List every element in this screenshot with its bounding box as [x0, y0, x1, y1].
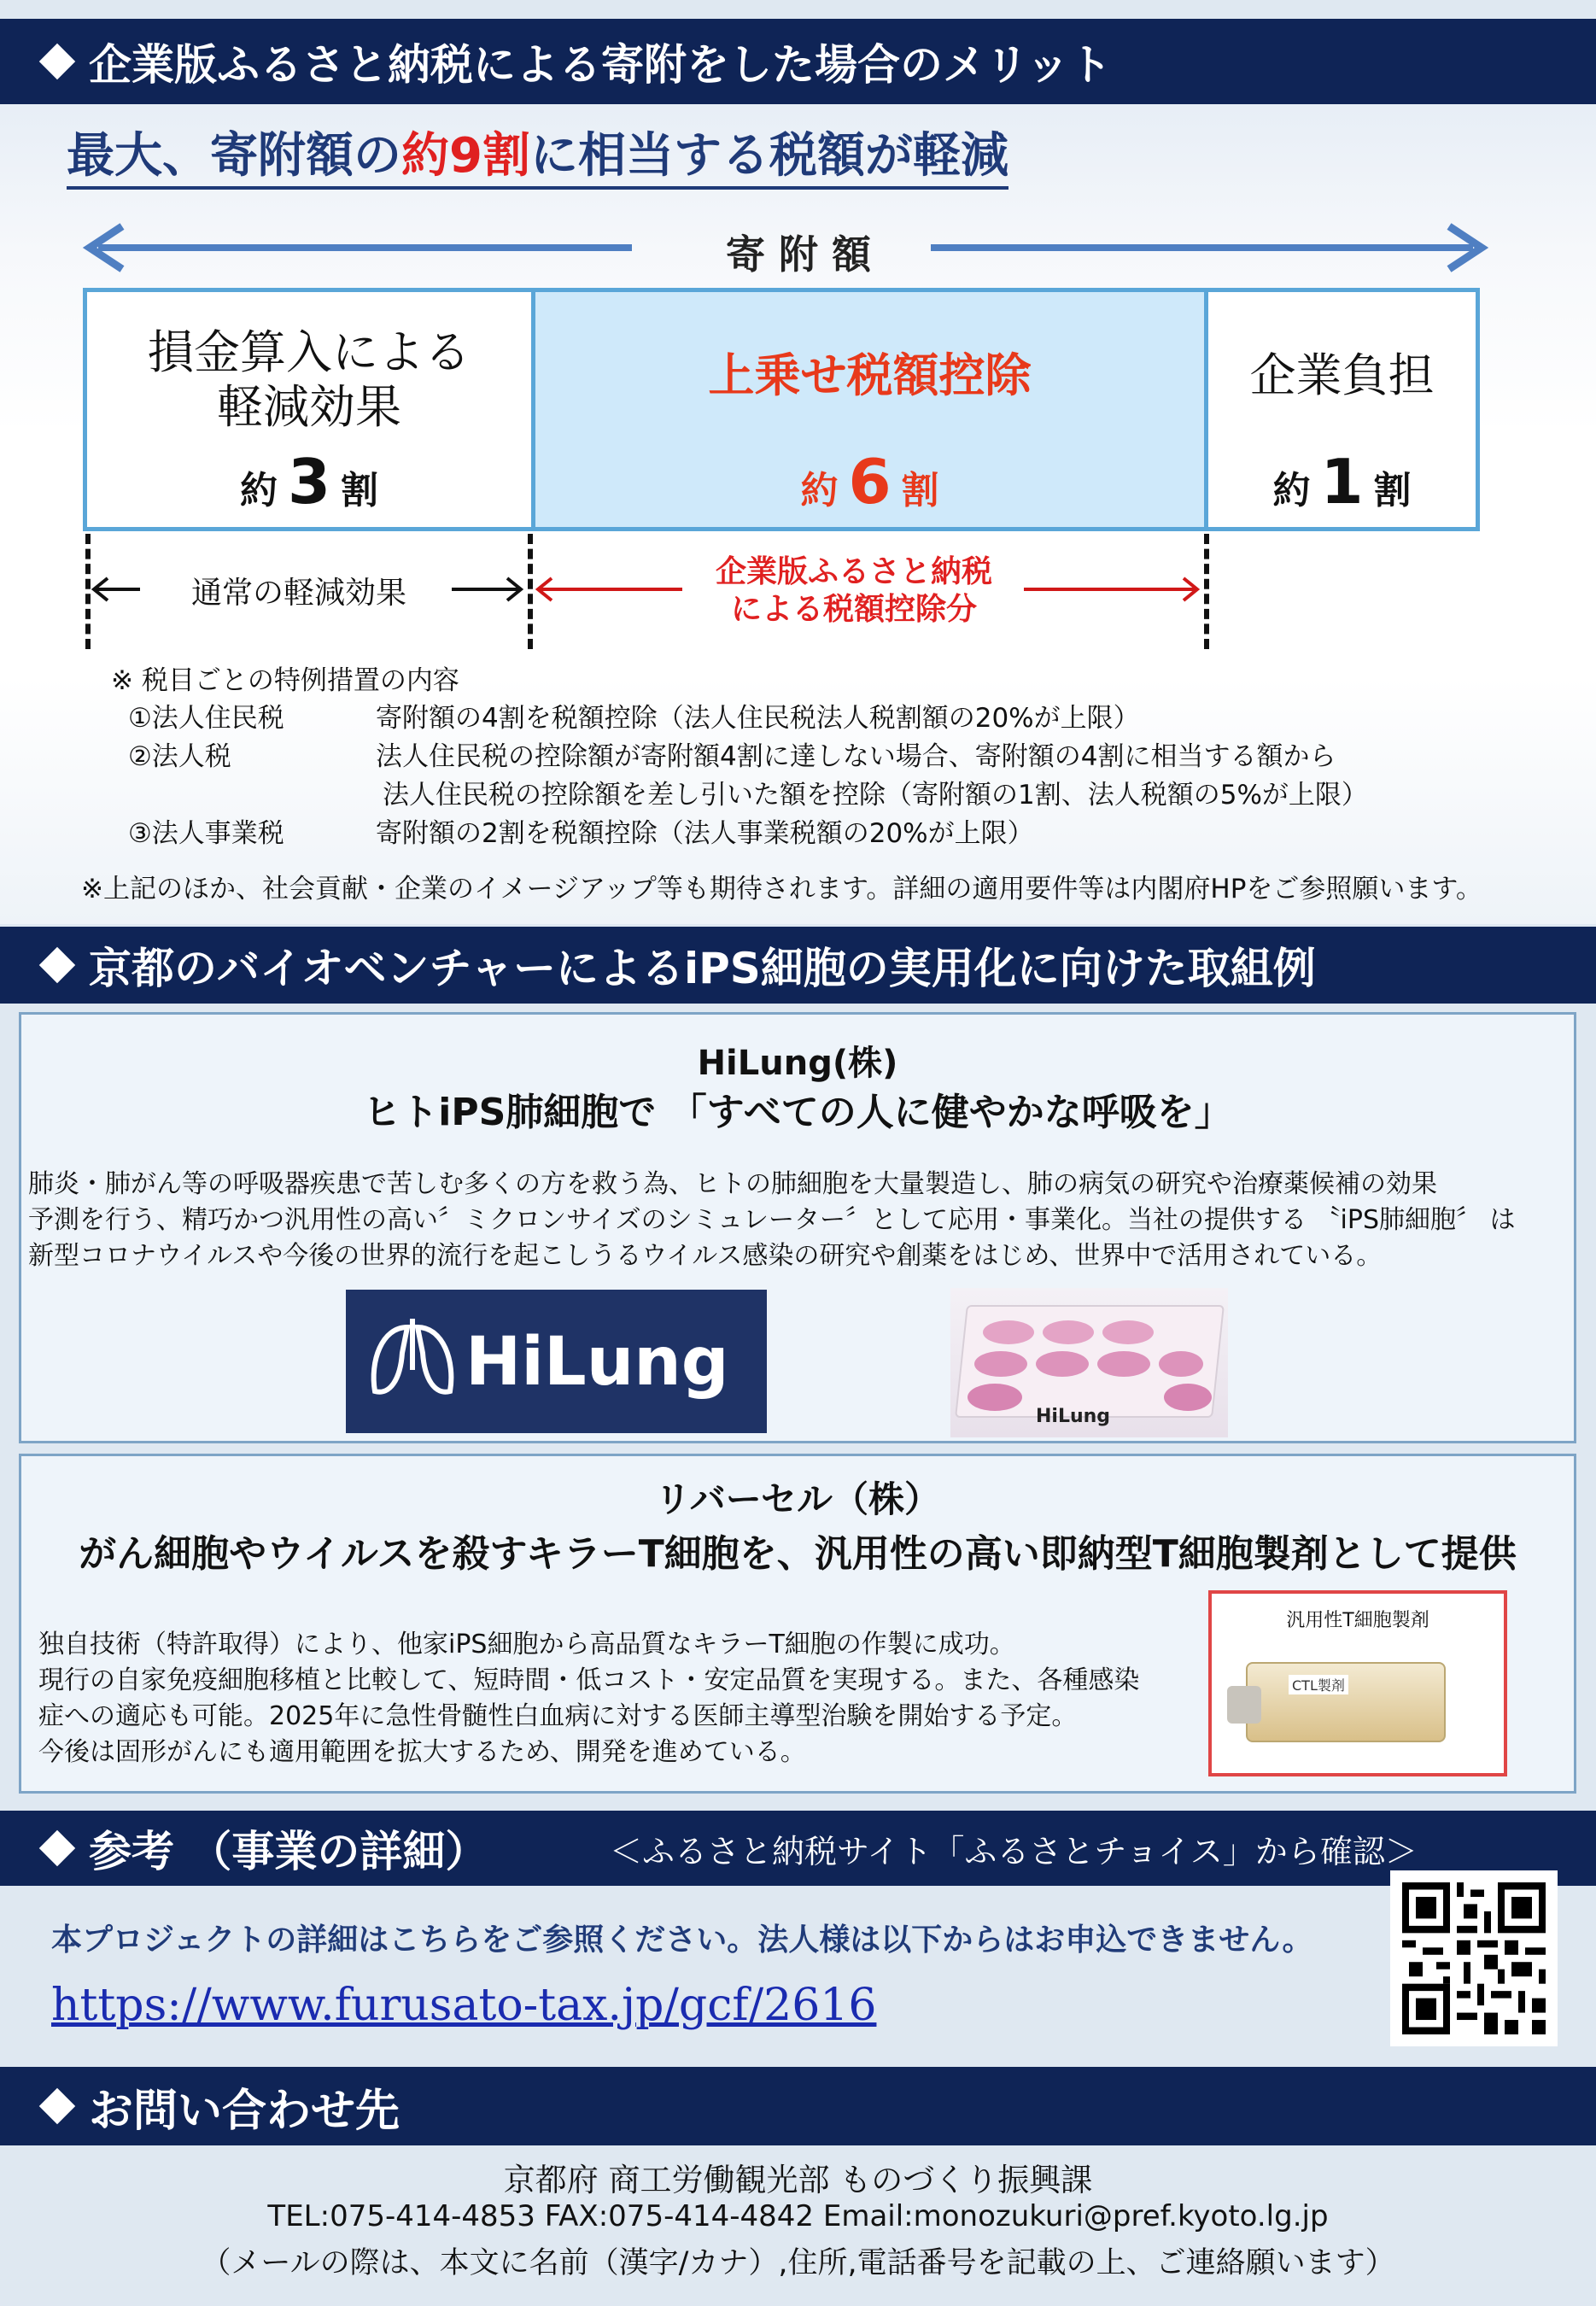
special-credit-line2: による税額控除分 — [730, 592, 977, 627]
normal-effect-label: 通常の軽減効果 — [190, 576, 406, 611]
ratio-number: 6 — [848, 446, 892, 518]
description-line: 今後は固形がんにも適用範囲を拡大するため、開発を進めている。 — [38, 1737, 806, 1767]
project-url-link[interactable]: https://www.furusato-tax.jp/gcf/2616 — [51, 1980, 877, 2031]
contact-department: 京都府 商工労働観光部 ものづくり振興課 — [503, 2162, 1093, 2198]
headline — [67, 126, 1008, 190]
tax-credit-ratio — [535, 446, 1204, 518]
plate-well — [1102, 1320, 1154, 1344]
hilung-logo — [346, 1290, 767, 1433]
deduction-ratio — [87, 446, 531, 518]
ratio-number: 1 — [1320, 446, 1364, 518]
ratio-suffix: 割 — [901, 469, 939, 512]
deduction-box — [83, 288, 535, 531]
description-line: 症への適応も可能。2025年に急性骨髄性白血病に対する医師主導型治験を開始する予定。 — [38, 1701, 1078, 1731]
section-subtitle: ＜ふるさと納税サイト「ふるさとチョイス」から確認＞ — [610, 1832, 1418, 1870]
notes-list — [128, 699, 1368, 853]
section-header-reference — [0, 1811, 1596, 1886]
description-line: 肺炎・肺がん等の呼吸器疾患で苦しむ多くの方を救う為、ヒトの肺細胞を大量製造し、肺の病気の研究や治療薬候補の効果 — [28, 1169, 1437, 1199]
plate-well — [1159, 1351, 1203, 1377]
headline-text-pre: 最大、寄附額の — [67, 128, 401, 184]
diamond-bullet-icon — [39, 947, 75, 983]
note-name: ②法人税 — [128, 741, 231, 772]
company-card-hilung — [19, 1012, 1576, 1443]
plate-well — [983, 1320, 1034, 1344]
company-burden-ratio — [1208, 446, 1476, 518]
section-title: 企業版ふるさと納税による寄附をした場合のメリット — [89, 40, 1112, 90]
lung-icon — [365, 1319, 459, 1404]
section-header-examples — [0, 927, 1596, 1004]
reference-text: 本プロジェクトの詳細はこちらをご参照ください。法人様は以下からはお申込できません。 — [51, 1923, 1313, 1958]
description-line: 独自技術（特許取得）により、他家iPS細胞から高品質なキラーT細胞の作製に成功。 — [38, 1630, 1015, 1659]
diamond-bullet-icon — [39, 1830, 75, 1866]
note-desc: 寄附額の2割を税額控除（法人事業税額の20%が上限） — [376, 818, 1034, 849]
dashed-divider — [1204, 534, 1209, 649]
company-tagline: ヒトiPS肺細胞で 「すべての人に健やかな呼吸を」 — [363, 1091, 1232, 1134]
notes-heading: ※ 税目ごとの特例措置の内容 — [111, 665, 459, 696]
note-desc: 法人住民税の控除額を差し引いた額を控除（寄附額の1割、法人税額の5%が上限） — [383, 780, 1368, 811]
product-port — [1227, 1686, 1261, 1724]
tax-credit-title: 上乗せ税額控除 — [708, 348, 1032, 402]
section-title: お問い合わせ先 — [89, 2085, 400, 2137]
description-line: 新型コロナウイルスや今後の世界的流行を起こしうるウイルス感染の研究や創薬をはじめ、世界中で活用されている。 — [28, 1241, 1383, 1271]
t-cell-product-image — [1208, 1590, 1507, 1776]
deduction-line1: 損金算入による — [148, 325, 471, 379]
diamond-bullet-icon — [39, 44, 75, 79]
note-desc: 寄附額の4割を税額控除（法人住民税法人税割額の20%が上限） — [376, 703, 1140, 734]
plate-well — [1036, 1351, 1089, 1377]
note-desc: 法人住民税の控除額が寄附額4割に達しない場合、寄附額の4割に相当する額から — [376, 741, 1336, 772]
plate-label: HiLung — [1036, 1406, 1111, 1427]
note-row — [128, 776, 1368, 815]
company-name: リバーセル（株） — [655, 1478, 940, 1520]
description-line: 現行の自家免疫細胞移植と比較して、短時間・低コスト・安定品質を実現する。また、各種感染 — [38, 1665, 1140, 1695]
description-line: 予測を行う、精巧かつ汎用性の高い〞ミクロンサイズのシミュレーター〞として応用・事業化。当社の提供する 〝iPS肺細胞〞 は — [28, 1205, 1516, 1235]
tax-credit-box — [531, 288, 1208, 531]
company-name: HiLung(株) — [697, 1044, 898, 1083]
product-label: CTL製剤 — [1289, 1675, 1348, 1694]
diamond-bullet-icon — [39, 2088, 75, 2124]
contact-note: （メールの際は、本文に名前（漢字/カナ）,住所,電話番号を記載の上、ご連絡願います） — [201, 2246, 1395, 2280]
special-credit-line1: 企業版ふるさと納税 — [715, 554, 992, 589]
company-description — [38, 1627, 1139, 1770]
headline-text-post: に相当する税額が軽減 — [529, 128, 1008, 184]
headline-highlight: 約9割 — [401, 128, 530, 184]
section-header-contact — [0, 2067, 1596, 2145]
note-row — [128, 815, 1368, 853]
note-name: ③法人事業税 — [128, 818, 284, 849]
product-title: 汎用性T細胞製剤 — [1286, 1610, 1429, 1631]
plate-well — [974, 1351, 1027, 1377]
special-credit-label — [683, 553, 1025, 629]
contact-info: TEL:075-414-4853 FAX:075-414-4842 Email:monozukuri@pref.kyoto.lg.jp — [267, 2199, 1329, 2233]
company-burden-title: 企業負担 — [1249, 348, 1435, 402]
company-burden-box — [1204, 288, 1480, 531]
section-header-merits — [0, 19, 1596, 104]
note-row — [128, 699, 1368, 738]
ratio-prefix: 約 — [1272, 469, 1311, 512]
ratio-number: 3 — [287, 446, 331, 518]
ratio-suffix: 割 — [1373, 469, 1412, 512]
ratio-suffix: 割 — [341, 469, 379, 512]
qr-code[interactable] — [1390, 1870, 1558, 2046]
qr-code-image — [1402, 1882, 1546, 2034]
plate-well — [1043, 1320, 1094, 1344]
plate-well — [1164, 1384, 1212, 1411]
note-name: ①法人住民税 — [128, 703, 284, 734]
notes-footer: ※上記のほか、社会貢献・企業のイメージアップ等も期待されます。詳細の適用要件等は内閣府HPをご参照願います。 — [81, 874, 1482, 904]
donation-label: 寄 附 額 — [725, 231, 872, 278]
section-title: 京都のバイオベンチャーによるiPS細胞の実用化に向けた取組例 — [89, 944, 1316, 993]
logo-text: HiLung — [465, 1324, 729, 1401]
ratio-prefix: 約 — [239, 469, 278, 512]
ratio-prefix: 約 — [800, 469, 839, 512]
note-row — [128, 738, 1368, 776]
cell-culture-plate-image — [950, 1288, 1228, 1437]
plate-well — [1097, 1351, 1150, 1377]
deduction-line2: 軽減効果 — [217, 380, 401, 434]
plate-well — [968, 1384, 1022, 1411]
company-card-rivercell — [19, 1454, 1576, 1794]
section-title: 参考 （事業の詳細） — [89, 1827, 488, 1876]
company-description — [28, 1167, 1516, 1274]
company-tagline: がん細胞やウイルスを殺すキラーT細胞を、汎用性の高い即納型T細胞製剤として提供 — [79, 1532, 1517, 1576]
